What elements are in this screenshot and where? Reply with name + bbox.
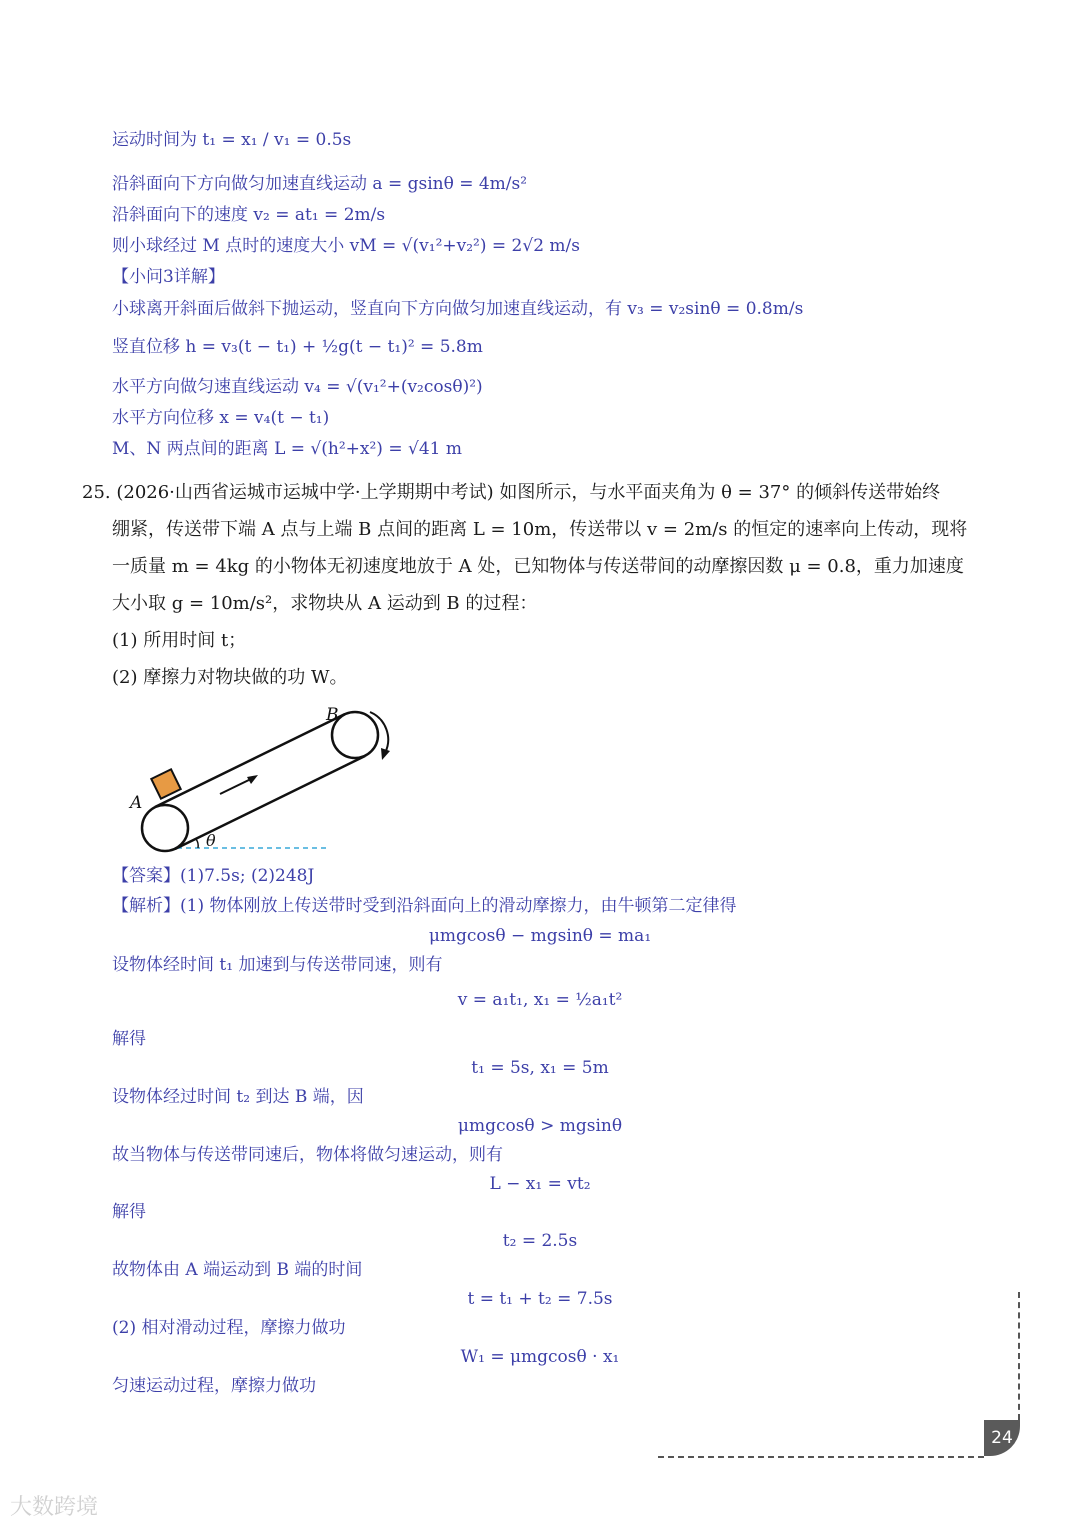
analysis-intro: 【解析】(1) 物体刚放上传送带时受到沿斜面向上的滑动摩擦力，由牛顿第二定律得: [112, 896, 737, 916]
page-number: 24: [984, 1420, 1020, 1456]
watermark: 大数跨境: [10, 1495, 99, 1520]
page-border-vertical: [1018, 1292, 1020, 1420]
page-border-horizontal: [658, 1456, 984, 1458]
equation-t2: t₂ = 2.5s: [502, 1231, 578, 1251]
block: [151, 769, 180, 798]
solution-line-x: 水平方向位移 x = v₄(t − t₁): [112, 408, 330, 428]
solution-line-h: 竖直位移 h = v₃(t − t₁) + ½g(t − t₁)² = 5.8m: [112, 337, 483, 357]
analysis-solve-2: 解得: [112, 1202, 146, 1222]
equation-W1: W₁ = μmgcosθ · x₁: [460, 1347, 620, 1367]
solution-line-v2: 沿斜面向下的速度 v₂ = at₁ = 2m/s: [112, 205, 386, 225]
analysis-total-time: 故物体由 A 端运动到 B 端的时间: [112, 1260, 363, 1280]
equation-t1: t₁ = 5s, x₁ = 5m: [471, 1058, 609, 1078]
analysis-t2: 设物体经过时间 t₂ 到达 B 端，因: [112, 1087, 364, 1107]
analysis-part-2: (2) 相对滑动过程，摩擦力做功: [112, 1318, 346, 1338]
label-theta: θ: [206, 831, 216, 850]
solution-line-v4: 水平方向做匀速直线运动 v₄ = √(v₁²+(v₂cosθ)²): [112, 377, 483, 397]
question-25-line-4: 大小取 g = 10m/s²，求物块从 A 运动到 B 的过程：: [112, 593, 538, 614]
rotation-arrow-head: [381, 748, 390, 760]
arrow-head: [247, 775, 258, 784]
analysis-uniform: 故当物体与传送带同速后，物体将做匀速运动，则有: [112, 1145, 503, 1165]
conveyor-belt-diagram: [120, 698, 410, 858]
equation-inequality: μmgcosθ > mgsinθ: [457, 1116, 623, 1136]
question-25-line-1: 25. (2026·山西省运城市运城中学·上学期期中考试) 如图所示，与水平面夹角为 θ = 37° 的倾斜传送带始终: [82, 482, 941, 503]
solution-line-time: 运动时间为 t₁ = x₁ / v₁ = 0.5s: [112, 130, 352, 150]
angle-arc: [196, 839, 198, 848]
label-b: B: [326, 705, 339, 725]
solution-line-L: M、N 两点间的距离 L = √(h²+x²) = √41 m: [112, 439, 462, 459]
solution-line-accel: 沿斜面向下方向做匀加速直线运动 a = gsinθ = 4m/s²: [112, 174, 528, 194]
equation-v-x1: v = a₁t₁, x₁ = ½a₁t²: [457, 990, 623, 1010]
belt-bottom: [175, 756, 365, 849]
equation-t: t = t₁ + t₂ = 7.5s: [467, 1289, 613, 1309]
analysis-sync: 设物体经时间 t₁ 加速到与传送带同速，则有: [112, 955, 443, 975]
question-25-line-3: 一质量 m = 4kg 的小物体无初速度地放于 A 处，已知物体与传送带间的动摩擦因数 μ = 0.8，重力加速度: [112, 556, 964, 577]
solution-line-v3: 小球离开斜面后做斜下抛运动，竖直向下方向做匀加速直线运动，有 v₃ = v₂sinθ = 0.8m/s: [112, 299, 804, 319]
equation-L: L − x₁ = vt₂: [489, 1174, 591, 1194]
pulley-a: [142, 805, 188, 851]
pulley-b: [332, 712, 378, 758]
belt-top: [155, 714, 345, 807]
answer-line: 【答案】(1)7.5s; (2)248J: [112, 866, 315, 886]
equation-newton: μmgcosθ − mgsinθ = ma₁: [428, 926, 652, 946]
question-25-part-2: (2) 摩擦力对物块做的功 W。: [112, 667, 348, 688]
solution-line-vm: 则小球经过 M 点时的速度大小 vM = √(v₁²+v₂²) = 2√2 m/s: [112, 236, 580, 256]
subquestion-3-header: 【小问3详解】: [112, 267, 225, 287]
question-25-line-2: 绷紧，传送带下端 A 点与上端 B 点间的距离 L = 10m，传送带以 v = 2m/s 的恒定的速率向上传动，现将: [112, 519, 968, 540]
analysis-uniform-work: 匀速运动过程，摩擦力做功: [112, 1376, 316, 1396]
analysis-solve-1: 解得: [112, 1029, 146, 1049]
question-25-part-1: (1) 所用时间 t；: [112, 630, 247, 651]
label-a: A: [130, 793, 143, 813]
